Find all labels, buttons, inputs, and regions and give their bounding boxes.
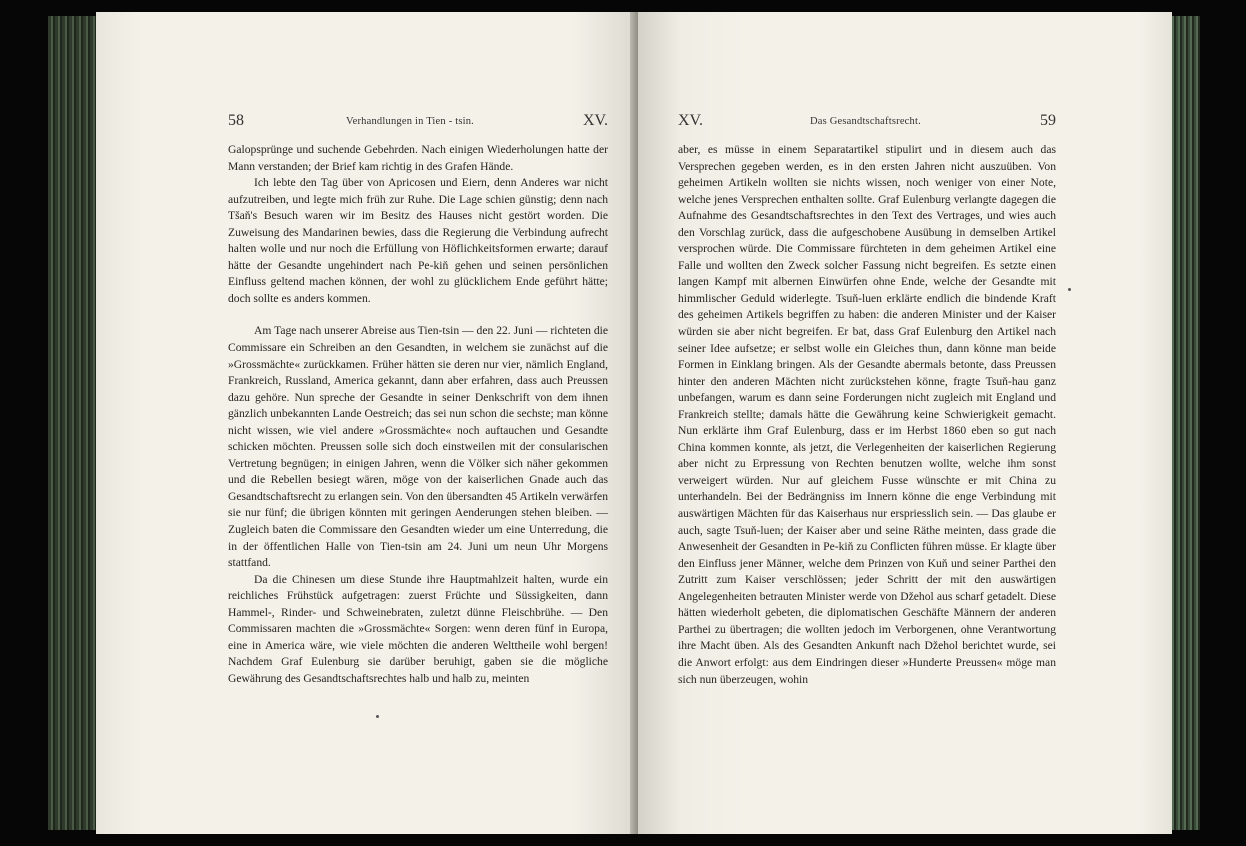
paragraph: Da die Chinesen um diese Stunde ihre Hauptmahlzeit halten, wurde ein reichliches Frühstück aufgetragen: zuerst Früchte und Süssigkeiten, dann Hammel-, Rinder- und Schweinebraten, zuletzt dünne Fleischbrühe. — Den Commissaren machten die »Grossmächte« Sorgen: wenn deren fünf in Europa, eine in America wäre, wie viele möchten die anderen Welttheile wohl bergen! Nachdem Graf Eulenburg sie darüber beruhigt, gaben sie die mögliche Gewährung des Gesandtschaftsrechtes halb und halb zu, meinten xyxy=(228,572,608,685)
page-speck xyxy=(1068,288,1071,291)
left-page xyxy=(96,12,638,834)
paragraph: Ich lebte den Tag über von Apricosen und Eiern, denn Anderes war nicht aufzutreiben, und legte mich früh zur Ruhe. Die Lage schien günstig; denn nach Tšaň's Besuch waren wir im Besitz des Hauses nicht gestört worden. Die Zuweisung des Mandarinen bewies, dass die Regierung die Verbindung aufrecht halten wolle und nur noch die Erfüllung von Höflichkeitsformen erwarte; darauf hätte der Gesandte ungehindert nach Pe-kiň gehen und seinen persönlichen Einfluss geltend machen können, der wohl zu glücklichem Ende geführt hätte; doch sollte es anders kommen. xyxy=(228,176,608,305)
paragraph: aber, es müsse in einem Separatartikel stipulirt und in diesem auch das Versprechen gegeben werden, es in den ersten Jahren nicht auszuüben. Von geheimen Artikeln wollten sie nichts wissen, noch weniger von einer Note, welche jenes Versprechen enthalten sollte. Graf Eulenburg verlangte dagegen die Aufnahme des Gesandtschaftsrechtes in den Text des Vertrages, und wies auch den Vorschlag zurück, dass die aufgeschobene Ausübung in demselben Artikel versprochen würde. Die Commissare fürchteten in dem geheimen Artikel eine Falle und wollten den Zweck solcher Fassung nicht begreifen. Es setzte einen langen Kampf mit albernen Einwürfen ohne Ende, welche der Gesandte mit himmlischer Geduld widerlegte. Tsuň-luen erklärte endlich die bindende Kraft des geheimen Artikels begriffen zu haben: die anderen Minister und der Kaiser würden sie aber nicht begreifen. Er bat, dass Graf Eulenburg den Artikel nach seiner Idee aufsetze; er selbst wolle ein Gleiches thun, dann könne man beide Formen in Einklang bringen. Als der Gesandte abermals betonte, dass Preussen hinter den anderen Mächten nicht zurückstehen könne, fragte Tsuň-hau ganz unbefangen, warum es dann seine Forderungen nicht zugleich mit England und Frankreich stellte; damals hätte die Gewährung keine Schwierigkeit gemacht. Nun erklärte ihm Graf Eulenburg, dass er im Herbst 1860 eben so gut nach China kommen konnte, als jetzt, die Verlegenheiten der kaiserlichen Regierung aber nicht zu Erpressung von Rechten benutzen wollte, welche ihm sonst verweigert würden. Nur auf gleichem Fusse wünschte er mit China zu unterhandeln. Bei der Bedrängniss im Innern könne die enge Verbindung mit auswärtigen Mächten für das Kaiserhaus nur erspriesslich sein. — Das glaube er auch, sagte Tsuň-luen; der Kaiser aber und seine Räthe meinten, dass grade die Anwesenheit der Gesandten in Pe-kiň zu Conflicten führen müsse. Er klagte über den Einfluss jener Männer, welche dem Prinzen von Kuň und seiner Parthei den Zutritt zum Kaiser verschlössen; jeder Schritt der mit den auswärtigen Angelegenheiten betrauten Minister werde von Džehol aus scharf getadelt. Diese hätten wiederholt gebeten, die diplomatischen Geschäfte Männern der anderen Parthei zu übertragen; die wollten jedoch im Verborgenen, ohne Verantwortung ihre Macht üben. Als des Gesandten Ankunft nach Džehol berichtet wurde, sei die Anwort erfolgt: aus dem Eindringen dieser »Hunderte Preussen« möge man sich nun überzeugen, wohin xyxy=(678,143,1056,686)
paragraph: Galopsprünge und suchende Gebehrden. Nach einigen Wiederholungen hatte der Mann verstanden; der Brief kam richtig in des Grafen Hände. xyxy=(228,143,608,173)
right-section-number: XV. xyxy=(678,112,704,129)
left-page-number: 58 xyxy=(228,112,244,129)
right-running-head xyxy=(678,114,1056,136)
right-page xyxy=(638,12,1172,834)
left-body-text xyxy=(228,142,608,688)
right-running-title: Das Gesandtschaftsrecht. xyxy=(810,116,921,127)
paragraph: Am Tage nach unserer Abreise aus Tien-tsin — den 22. Juni — richteten die Commissare ein Schreiben an den Gesandten, in welchem sie zunächst auf die »Grossmächte« zurückkamen. Früher hätten sie deren nur vier, nämlich England, Frankreich, Russland, America gekannt, dann aber erfahren, dass auch Preussen dazu gehöre. Nun spreche der Gesandte in seiner Denkschrift von dem ihnen gänzlich unbekannten Lande Oestreich; das sei nun schon die sechste; man könne nicht wissen, wie viel andere »Grossmächte« noch auftauchen und Gesandte schicken möchten. Preussen solle sich doch einstweilen mit der consularischen Vertretung begnügen; in einigen Jahren, wenn die Völker sich näher gekommen und die Rebellen besiegt wären, möge von der kaiserlichen Gnade auch das Gesandtschaftsrecht zu erlangen sein. Von den übersandten 45 Artikeln verwärfen sie nur fünf; die übrigen könnten mit geringen Aenderungen stehen bleiben. — Zugleich baten die Commissare den Gesandten wieder um eine Unterredung, die in der öffentlichen Halle von Tien-tsin am 24. Juni um neun Uhr Morgens stattfand. xyxy=(228,324,608,570)
right-body-text xyxy=(678,142,1056,688)
left-running-title: Verhandlungen in Tien - tsin. xyxy=(346,116,475,127)
page-speck xyxy=(376,715,379,718)
open-book xyxy=(48,12,1200,834)
book-edge-right xyxy=(1170,16,1200,830)
left-running-head xyxy=(228,114,608,136)
left-section-number: XV. xyxy=(582,112,608,129)
right-page-number: 59 xyxy=(1040,112,1056,129)
book-edge-left xyxy=(48,16,100,830)
